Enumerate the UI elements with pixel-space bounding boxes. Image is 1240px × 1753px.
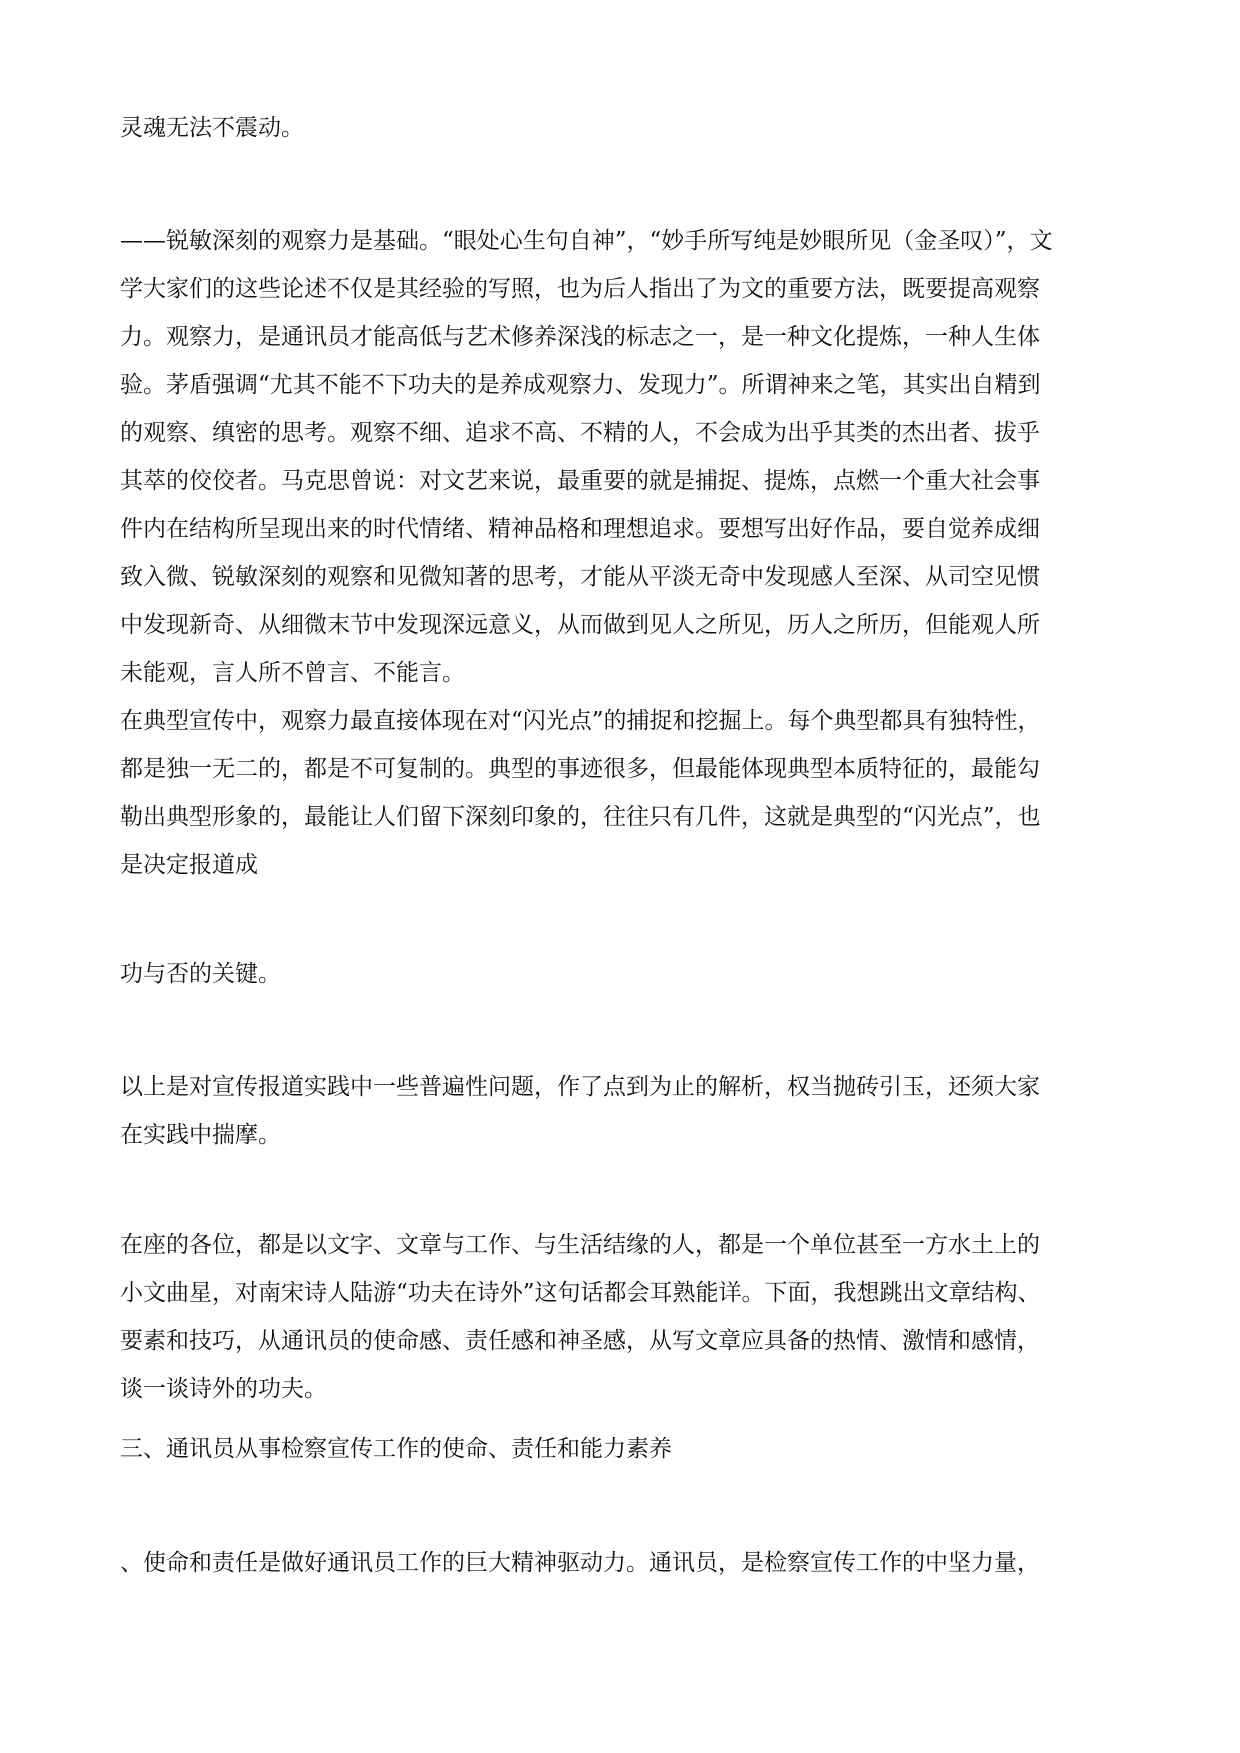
- paragraph-6: 在座的各位，都是以文字、文章与工作、与生活结缘的人，都是一个单位甚至一方水土上的 小文曲星，对南宋诗人陆游“功夫在诗外”这句话都会耳熟能详。下面，我想跳出文章结构、 要素和技巧，从通讯员的使命感、责任感和神圣感，从写文章应具备的热情、激情和感情， 谈一谈诗外的功夫。: [120, 1232, 1041, 1402]
- paragraph-2: ——锐敏深刻的观察力是基础。“眼处心生句自神”，“妙手所写纯是妙眼所见（金圣叹）”，文 学大家们的这些论述不仅是其经验的写照，也为后人指出了为文的重要方法，既要提高观察 力。观察力，是通讯员才能高低与艺术修养深浅的标志之一，是一种文化提炼，一种人生体 验。茅盾强调“尤其不能不下功夫的是养成观察力、发现力”。所谓神来之笔，其实出自精到 的观察、缜密的思考。观察不细、追求不高、不精的人，不会成为出乎其类的杰出者、拔乎 其萃的佼佼者。马克思曾说：对文艺来说，最重要的就是捕捉、提炼，点燃一个重大社会事 件内在结构所呈现出来的时代情绪、精神品格和理想追求。要想写出好作品，要自觉养成细 致入微、锐敏深刻的观察和见微知著的思考，才能从平淡无奇中发现感人至深、从司空见惯 中发现新奇、从细微末节中发现深远意义，从而做到见人之所见，历人之所历，但能观人所 未能观，言人所不曾言、不能言。: [120, 228, 1053, 686]
- section-heading: 三、通讯员从事检察宣传工作的使命、责任和能力素养: [120, 1436, 672, 1462]
- paragraph-5: 以上是对宣传报道实践中一些普遍性问题，作了点到为止的解析，权当抛砖引玉，还须大家 在实践中揣摩。: [120, 1074, 1040, 1148]
- paragraph-4: 功与否的关键。: [120, 961, 281, 987]
- paragraph-3: 在典型宣传中，观察力最直接体现在对“闪光点”的捕捉和挖掘上。每个典型都具有独特性， 都是独一无二的，都是不可复制的。典型的事迹很多，但最能体现典型本质特征的，最能勾 勒出典型形象的，最能让人们留下深刻印象的，往往只有几件，这就是典型的“闪光点”，也 是决定报道成: [120, 708, 1041, 878]
- paragraph-8: 、使命和责任是做好通讯员工作的巨大精神驱动力。通讯员，是检察宣传工作的中坚力量，: [120, 1550, 1040, 1576]
- paragraph-1: 灵魂无法不震动。: [120, 115, 304, 141]
